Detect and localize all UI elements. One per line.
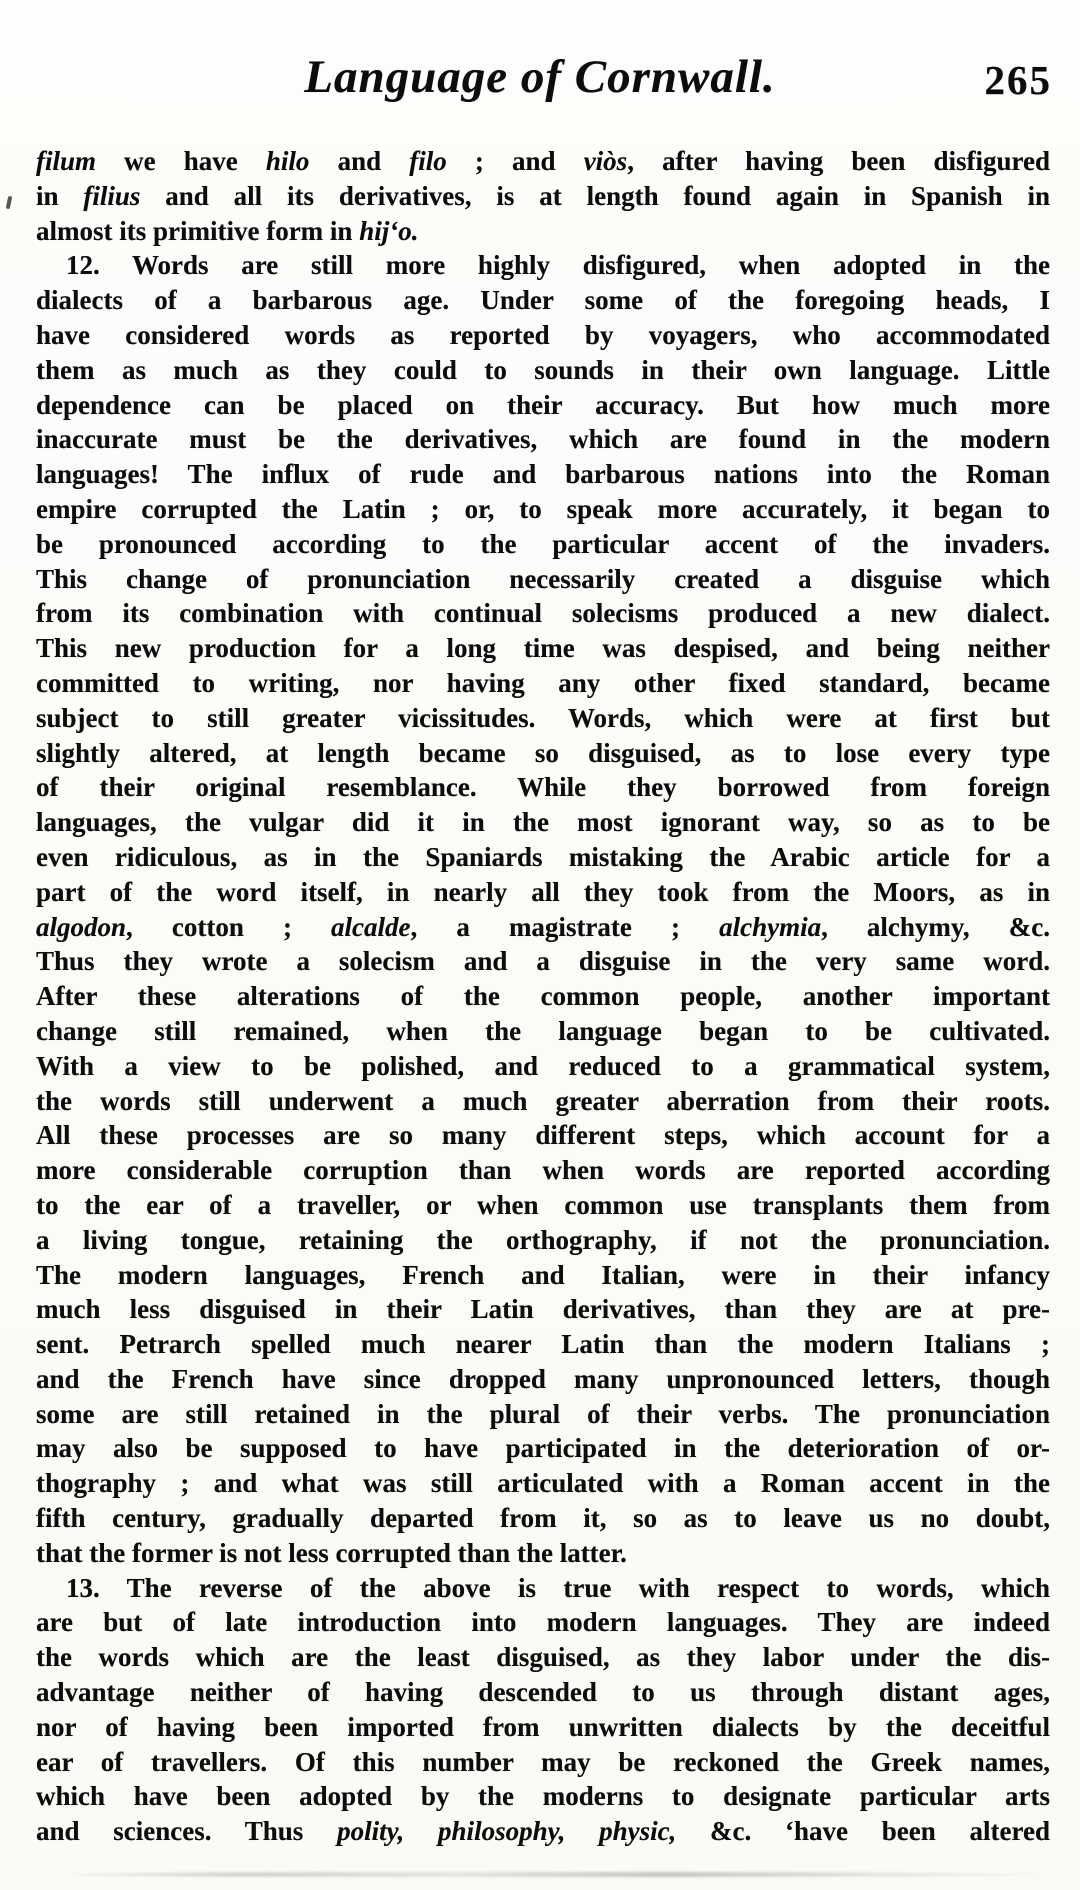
text-line <box>36 1084 1050 1119</box>
text-run: are but of late introduction into modern languages. They are indeed <box>36 1607 1050 1638</box>
text-line <box>36 1118 1050 1153</box>
text-run: After these alterations of the common people, another important <box>36 981 1050 1012</box>
text-line <box>36 944 1050 979</box>
text-line <box>36 770 1050 805</box>
text-run: , alchymy, &c. <box>821 911 1050 942</box>
text-run: advantage neither of having descended to us through distant ages, <box>36 1677 1050 1708</box>
text-run: may also be supposed to have participated in the deterioration of or- <box>36 1433 1050 1464</box>
text-line <box>36 1188 1050 1223</box>
text-line <box>36 1362 1050 1397</box>
text-line <box>36 318 1050 353</box>
text-line <box>36 805 1050 840</box>
text-run: much less disguised in their Latin derivatives, than they are at pre- <box>36 1294 1050 1325</box>
text-run: nor of having been imported from unwritten dialects by the deceitful <box>36 1711 1050 1742</box>
text-line <box>36 1675 1050 1710</box>
text-run: committed to writing, nor having any other fixed standard, became <box>36 667 1050 698</box>
text-line <box>36 1466 1050 1501</box>
text-run: &c. ‘have been altered <box>676 1816 1050 1847</box>
text-run: fifth century, gradually departed from it, so as to leave us no doubt, <box>36 1503 1050 1534</box>
text-line <box>36 1605 1050 1640</box>
text-run: we have <box>96 146 266 176</box>
italic-term: filo <box>409 146 447 176</box>
page-title: Language of Cornwall. <box>304 51 776 103</box>
text-run: 13. The reverse of the above is true with respect to words, which <box>66 1572 1050 1603</box>
text-line <box>36 562 1050 597</box>
running-head <box>0 50 1080 114</box>
text-run: slightly altered, at length became so disguised, as to lose every type <box>36 737 1050 768</box>
text-run: more considerable corruption than when words are reported according <box>36 1155 1050 1186</box>
scan-bottom-smudge <box>64 1872 1044 1877</box>
text-line <box>36 1327 1050 1362</box>
text-run: dialects of a barbarous age. Under some of the foregoing heads, I <box>36 285 1050 316</box>
text-run: in <box>36 180 84 211</box>
text-line <box>36 666 1050 701</box>
text-run: and the French have since dropped many unpronounced letters, though <box>36 1363 1050 1394</box>
text-line <box>36 214 1050 249</box>
text-run: and all its derivatives, is at length found again in Spanish in <box>140 180 1050 211</box>
text-run: ear of travellers. Of this number may be reckoned the Greek names, <box>36 1746 1050 1777</box>
text-line <box>36 1501 1050 1536</box>
text-run: inaccurate must be the derivatives, which are found in the modern <box>36 424 1050 455</box>
text-line <box>36 596 1050 631</box>
text-run: of their original resemblance. While they borrowed from foreign <box>36 772 1050 803</box>
text-run: almost its primitive form in <box>36 215 360 246</box>
text-line <box>36 1814 1050 1849</box>
italic-term: filum <box>36 146 97 176</box>
text-run: sent. Petrarch spelled much nearer Latin than the modern Italians ; <box>36 1329 1050 1360</box>
text-line <box>36 1745 1050 1780</box>
scan-margin-artifact <box>6 196 13 210</box>
text-line <box>36 527 1050 562</box>
text-run: Thus they wrote a solecism and a disguise in the very same word. <box>36 946 1050 977</box>
text-line <box>36 1779 1050 1814</box>
text-line <box>36 1223 1050 1258</box>
italic-term: alchymia <box>719 911 822 942</box>
text-run: ; and <box>446 146 584 176</box>
italic-term: polity, philosophy, physic, <box>337 1816 677 1847</box>
text-run: them as much as they could to sounds in their own language. Little <box>36 354 1050 385</box>
text-line <box>36 248 1050 283</box>
text-run: empire corrupted the Latin ; or, to speak more accurately, it began to <box>36 493 1050 524</box>
page-body <box>36 144 1050 1849</box>
text-run: All these processes are so many different steps, which account for a <box>36 1120 1050 1151</box>
text-run: have considered words as reported by voyagers, who accommodated <box>36 319 1050 350</box>
text-line <box>36 1431 1050 1466</box>
italic-term: hilo <box>265 146 310 176</box>
text-run: The modern languages, French and Italian, were in their infancy <box>36 1259 1050 1290</box>
text-run: from its combination with continual solecisms produced a new dialect. <box>36 598 1050 629</box>
text-run: This new production for a long time was despised, and being neither <box>36 633 1050 664</box>
text-run: , after having been disfigured <box>627 146 1050 176</box>
text-run: and <box>309 146 410 176</box>
text-line <box>36 1014 1050 1049</box>
text-run: change still remained, when the language began to be cultivated. <box>36 1015 1050 1046</box>
page-number: 265 <box>984 57 1052 103</box>
text-line <box>36 388 1050 423</box>
text-run: part of the word itself, in nearly all they took from the Moors, as in <box>36 876 1050 907</box>
text-line <box>36 736 1050 771</box>
text-run: , cotton ; <box>126 911 332 942</box>
text-line <box>36 353 1050 388</box>
text-line <box>36 1049 1050 1084</box>
italic-term: viòs <box>583 146 628 176</box>
text-run: thography ; and what was still articulated with a Roman accent in the <box>36 1468 1050 1499</box>
text-line <box>36 1536 1050 1571</box>
text-run: some are still retained in the plural of their verbs. The pronunciation <box>36 1398 1050 1429</box>
text-line <box>36 1292 1050 1327</box>
text-run: subject to still greater vicissitudes. Words, which were at first but <box>36 702 1050 733</box>
text-line <box>36 179 1050 214</box>
text-run: even ridiculous, as in the Spaniards mistaking the Arabic article for a <box>36 841 1050 872</box>
italic-term: hij‘o. <box>359 215 419 246</box>
text-line <box>36 1640 1050 1675</box>
text-run: the words still underwent a much greater aberration from their roots. <box>36 1085 1050 1116</box>
text-line <box>36 875 1050 910</box>
text-run: and sciences. Thus <box>36 1816 338 1847</box>
text-line <box>36 1571 1050 1606</box>
text-run: be pronounced according to the particular accent of the invaders. <box>36 528 1050 559</box>
italic-term: algodon <box>36 911 127 942</box>
text-run: languages! The influx of rude and barbarous nations into the Roman <box>36 459 1050 490</box>
italic-term: filius <box>83 180 141 211</box>
text-line <box>36 1153 1050 1188</box>
text-run: dependence can be placed on their accuracy. But how much more <box>36 389 1050 420</box>
text-line <box>36 1258 1050 1293</box>
text-line <box>36 144 1050 179</box>
text-run: This change of pronunciation necessarily created a disguise which <box>36 563 1050 594</box>
text-run: which have been adopted by the moderns to designate particular arts <box>36 1781 1050 1812</box>
text-run: that the former is not less corrupted than the latter. <box>36 1537 627 1568</box>
text-run: to the ear of a traveller, or when common use transplants them from <box>36 1189 1050 1220</box>
text-line <box>36 1397 1050 1432</box>
text-line <box>36 422 1050 457</box>
text-line <box>36 283 1050 318</box>
text-run: a living tongue, retaining the orthography, if not the pronunciation. <box>36 1224 1050 1255</box>
text-run: , a magistrate ; <box>410 911 720 942</box>
text-line <box>36 631 1050 666</box>
text-run: With a view to be polished, and reduced to a grammatical system, <box>36 1050 1050 1081</box>
text-line <box>36 910 1050 945</box>
text-line <box>36 492 1050 527</box>
text-run: 12. Words are still more highly disfigured, when adopted in the <box>66 250 1050 281</box>
text-run: the words which are the least disguised, as they labor under the dis- <box>36 1642 1050 1673</box>
text-line <box>36 840 1050 875</box>
text-line <box>36 457 1050 492</box>
text-run: languages, the vulgar did it in the most ignorant way, so as to be <box>36 807 1050 838</box>
text-line <box>36 979 1050 1014</box>
text-line <box>36 1710 1050 1745</box>
text-line <box>36 701 1050 736</box>
italic-term: alcalde <box>331 911 411 942</box>
